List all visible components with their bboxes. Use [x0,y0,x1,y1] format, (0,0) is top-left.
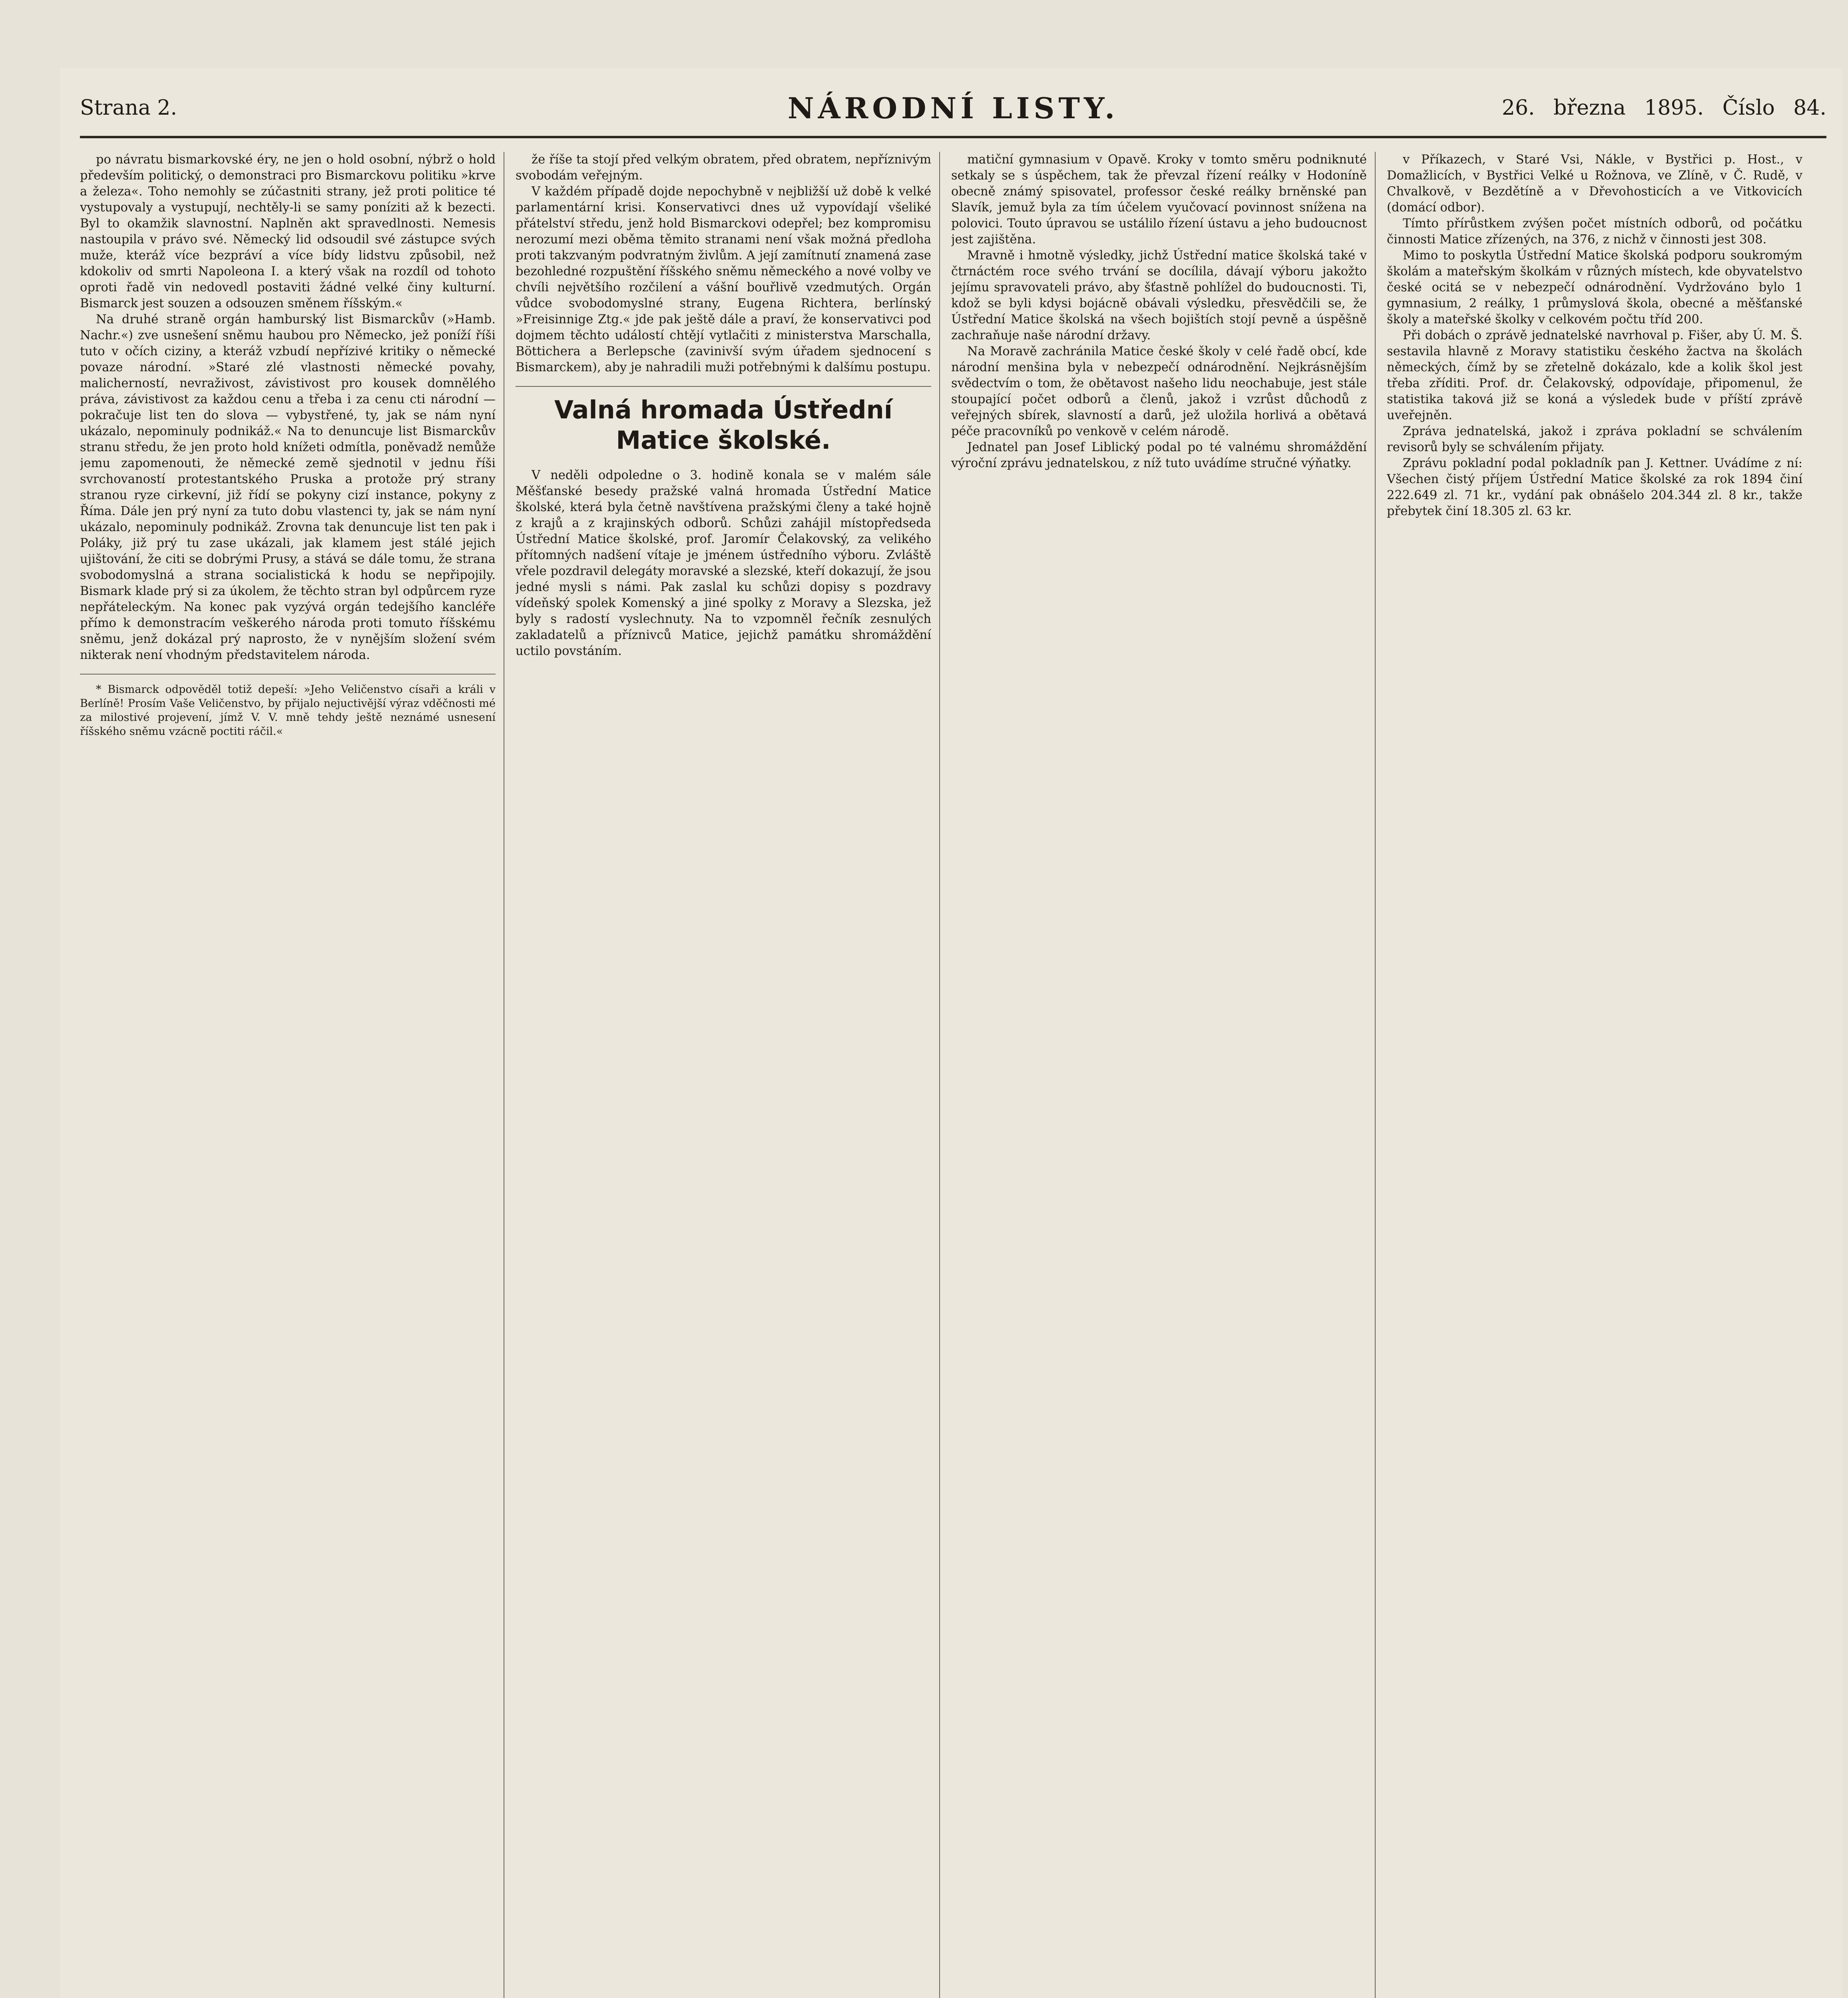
article-paragraph: Zpráva jednatelská, jakož i zpráva pokladní se schválením revisorů byly se schválením přijaty. [1387,424,1802,454]
article-paragraph: Na Moravě zachránila Matice české školy v celé řadě obcí, kde národní menšina byla v nebezpečí odnárodnění. Nejkrásnějším svědectvím o tom, že obětavost našeho lidu neochabuje, jest stále stoupající počet odborů a členů, jakož i vzrůst důchodů z veřejných sbírek, slavností a darů, jež uložila horlivá a obětavá péče pracovníků po venkově v celém národě. [951,344,1367,438]
article-paragraph: Jednatel pan Josef Liblický podal po té valnému shromáždění výroční zprávu jednatelskou, z níž tuto uvádíme stručné výňatky. [951,440,1367,470]
footnote: * Bismarck odpověděl totiž depeší: »Jeho Veličenstvo císaři a králi v Berlíně! Prosím Vaše Veličenstvo, by přijalo nejuctivější výraz vděčnosti mé za milostivé projevení, jímž V. V. mně tehdy ještě neznámé usnesení říšského sněmu vzácně poctiti ráčil.« [80,683,496,738]
article-paragraph: V každém případě dojde nepochybně v nejbližší už době k velké parlamentární krisi. Konservativci dnes už vypovídají všeliké přátelství středu, jenž hold Bismarckovi odepřel; bez kompromisu nerozumí mezi oběma těmito stranami není však možná předloha proti takzvaným podvratným živlům. A její zamítnutí znamená zase bezohledné rozpuštění říšského sněmu německého a nové volby ve chvíli největšího rozčilení a vášní bouřlivě vzedmutých. Orgán vůdce svobodomyslné strany, Eugena Richtera, berlínský »Freisinnige Ztg.« jde pak ještě dále a praví, že konservativci pod dojmem těchto událostí chtějí vytlačiti z ministerstva Marschalla, Böttichera a Berlepsche (zavinivší svým úřadem sjednocení s Bismarckem), aby je nahradili muži potřebnými k dalšímu postupu. [516,185,931,374]
article-paragraph: Na druhé straně orgán hamburský list Bismarckův (»Hamb. Nachr.«) zve usnešení sněmu haubou pro Německo, jež poníží říši tuto v očích ciziny, a kteráž vzbudí nepřízivé kritiky o německé povaze národní. »Staré zlé vlastnosti německé povahy, malicherností, nevraživost, závistivost pro kousek domnělého práva, závistivost za každou cenu a třeba i za cenu cti národní — pokračuje list ten do slova — vybystřené, ty, jak se nám nyní ukázalo, nepominuly podnikáž.« Na to denuncuje list Bismarckův stranu středu, že jen proto hold knížeti odmítla, poněvadž nemůže jemu zapomenouti, že německé země sjednotil v jednu říši svrchovaností protestantského Pruska a protože prý strany stranou ryze cirkevní, již řídí se pokyny cizí instance, pokyny z Říma. Dále jen prý nyní za tuto dobu vlastenci ty, jak se nám nyní ukázalo, nepominuly podnikáž. Zrovna tak denuncuje list ten pak i Poláky, již prý tu zase ukázali, jak klamem jest stálé jejich ujištování, že citi se dobrými Prusy, a stává se dále tomu, že strana svobodomyslná a strana socialistická k hodu se nepřipojily. Bismark klade prý si za úkolem, že těchto stran byl odpůrcem ryze nepřáteleckým. Na konec pak vyzývá orgán tedejšího kancléře přímo k demonstracím veškerého národa proti tomuto říšskému sněmu, jenž dokázal prý naprosto, že v nynějším složení svém nikterak není vhodným představitelem národa. [80,312,496,662]
column-2 [516,152,931,1998]
issue-date: 26. března 1895. [1502,96,1704,120]
column-4 [1387,152,1802,1998]
column-1 [80,152,496,1998]
article-paragraph: matiční gymnasium v Opavě. Kroky v tomto směru podniknuté setkaly se s úspěchem, tak že převzal řízení reálky v Hodoníně obecně známý spisovatel, professor české reálky brněnské pan Slavík, jemuž byla za tím účelem vyučovací povinnost snížena na polovici. Touto úpravou se ustálilo řízení ústavu a jeho budoucnost jest zajištěna. [951,153,1367,247]
issue-number: Číslo 84. [1722,96,1826,120]
page-header [80,88,1826,138]
divider [80,674,496,675]
article-paragraph: Mravně i hmotně výsledky, jichž Ústřední matice školská také v čtrnáctém roce svého trvání se docílila, dávají výboru jakožto jejímu spravovateli právo, aby šťastně pohlížel do budoucnosti. Ti, kdož se byli kdysi bojácně obávali výsledku, přesvědčili se, že Ústřední Matice školská na všech bojištích stojí pevně a úspěšně zachraňuje naše národní državy. [951,249,1367,342]
article-paragraph: Tímto přírůstkem zvýšen počet místních odborů, od počátku činnosti Matice zřízených, na 376, z nichž v činnosti jest 308. [1387,217,1802,247]
article-paragraph: že říše ta stojí před velkým obratem, před obratem, nepříznivým svobodám veřejným. [516,153,931,183]
section-heading: Valná hromada Ústřední Matice školské. [554,395,893,455]
column-divider [939,152,940,1998]
newspaper-title: NÁRODNÍ LISTY. [787,91,1119,125]
column-3 [951,152,1367,1998]
article-paragraph: Mimo to poskytla Ústřední Matice školská podporu soukromým školám a mateřským školkám v různých místech, kde obyvatelstvo české ocitá se v nebezpečí odnárodnění. Vydržováno bylo 1 gymnasium, 2 reálky, 1 průmyslová škola, obecné a měšťanské školy a mateřské školky v celkovém počtu tříd 200. [1387,249,1802,326]
article-paragraph: Při dobách o zprávě jednatelské navrhoval p. Fišer, aby Ú. M. Š. sestavila hlavně z Moravy statistiku českého žactva na školách německých, čímž by se zřetelně dokázalo, kde a kolik škol jest třeba zříditi. Prof. dr. Čelakovský, odpovídaje, připomenul, že statistika taková již se koná a výsledek bude v příští zprávě uveřejněn. [1387,328,1802,422]
article-paragraph: Zprávu pokladní podal pokladník pan J. Kettner. Uvádíme z ní: Všechen čistý příjem Ústřední Matice školské za rok 1894 činí 222.649 zl. 71 kr., vydání pak obnášelo 204.344 zl. 8 kr., takže přebytek činí 18.305 zl. 63 kr. [1387,456,1802,518]
date-and-issue [1502,96,1826,120]
divider [516,386,931,387]
article-paragraph: v Příkazech, v Staré Vsi, Nákle, v Bystřici p. Host., v Domažlicích, v Bystřici Velké u Rožnova, ve Zlíně, v Č. Rudě, v Chvalkově, v Bezdětíně a v Dřevohosticích a ve Vitkovicích (domácí odbor). [1387,153,1802,215]
column-divider [1375,152,1376,1998]
newspaper-page [60,68,1842,1998]
page-number: Strana 2. [80,96,177,120]
article-paragraph: V neděli odpoledne o 3. hodině konala se v malém sále Měšťanské besedy pražské valná hromada Ústřední Matice školské, která byla četně navštívena pražskými členy a také hojně z krajů a z krajinských odborů. Schůzi zahájil místopředseda Ústřední Matice školské, prof. Jaromír Čelakovský, za velikého přítomných nadšení vítaje je jménem ústředního výboru. Zvláště vřele pozdravil delegáty moravské a slezské, kteří dokazují, že jsou jedné mysli s námi. Pak zaslal ku schůzi dopisy s pozdravy vídeňský spolek Komenský a jiné spolky z Moravy a Slezska, jež byly s radostí vyslechnuty. Na to vzpomněl řečník zesnulých zakladatelů a příznivců Matice, jejichž památku shromáždění uctilo povstáním. [516,468,931,658]
article-paragraph: po návratu bismarkovské éry, ne jen o hold osobní, nýbrž o hold především politický, o demonstraci pro Bismarckovu politiku »krve a železa«. Toho nemohly se zúčastniti strany, jež proti politice té vystupovaly a vystupují, nechtěly-li se samy poníziti až k bezecti. Byl to okamžik slavnostní. Naplněn akt spravedlnosti. Nemesis nastoupila v právo své. Německý lid odsoudil své zástupce svých muže, kteráž více bezpráví a více bídy lidstvu způsobil, než kdokoliv od smrti Napoleona I. a který však na rozdíl od tohoto oproti řadě vin nedovedl postaviti žádné velké činy kulturní. Bismarck jest souzen a odsouzen směnem říšským.« [80,153,496,310]
